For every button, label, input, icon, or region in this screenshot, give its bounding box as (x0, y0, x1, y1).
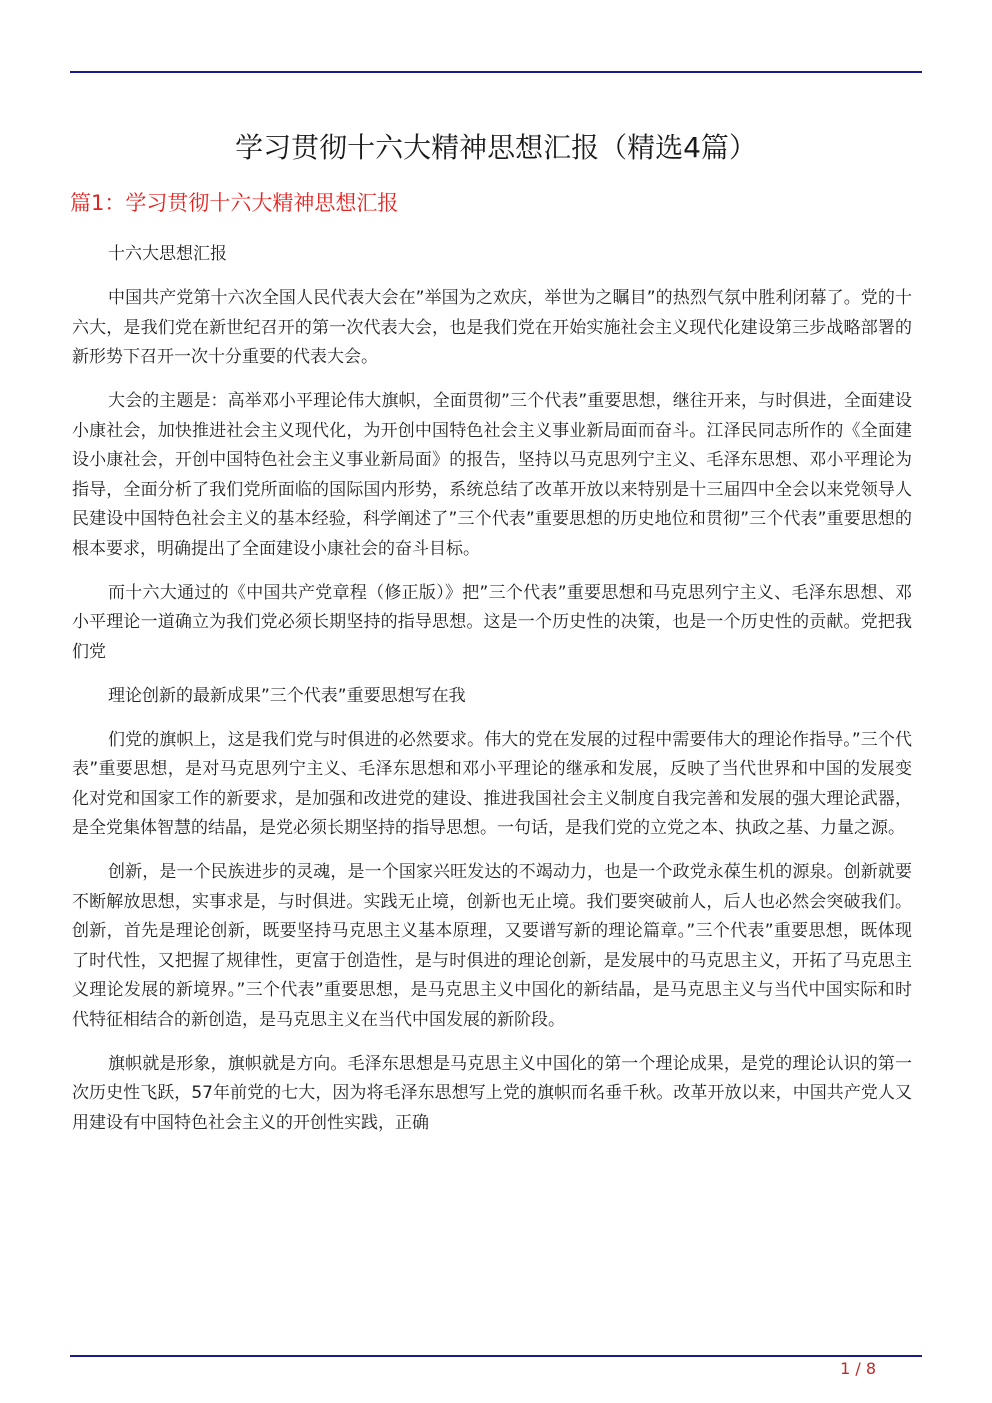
section-heading: 篇1：学习贯彻十六大精神思想汇报 (70, 191, 399, 215)
paragraph: 创新，是一个民族进步的灵魂，是一个国家兴旺发达的不竭动力，也是一个政党永葆生机的源泉。创新就要不断解放思想，实事求是，与时俱进。实践无止境，创新也无止境。我们要突破前人，后人也必然会突破我们。创新，首先是理论创新，既要坚持马克思主义基本原理，又要谱写新的理论篇章。”三个代表”重要思想，既体现了时代性，又把握了规律性，更富于创造性，是与时俱进的理论创新，是发展中的马克思主义，开拓了马克思主义理论发展的新境界。”三个代表”重要思想，是马克思主义中国化的新结晶，是马克思主义与当代中国实际和时代特征相结合的新创造，是马克思主义在当代中国发展的新阶段。 (72, 862, 912, 1030)
paragraph: 旗帜就是形象，旗帜就是方向。毛泽东思想是马克思主义中国化的第一个理论成果，是党的理论认识的第一次历史性飞跃，57年前党的七大，因为将毛泽东思想写上党的旗帜而名垂千秋。改革开放以来，中国共产党人又用建设有中国特色社会主义的开创性实践，正确 (72, 1053, 912, 1133)
paragraph: 而十六大通过的《中国共产党章程（修正版）》把”三个代表”重要思想和马克思列宁主义、毛泽东思想、邓小平理论一道确立为我们党必须长期坚持的指导思想。这是一个历史性的决策，也是一个历史性的贡献。党把我们党 (72, 582, 912, 662)
paragraph: 们党的旗帜上，这是我们党与时俱进的必然要求。伟大的党在发展的过程中需要伟大的理论作指导。”三个代表”重要思想，是对马克思列宁主义、毛泽东思想和邓小平理论的继承和发展，反映了当代世界和中国的发展变化对党和国家工作的新要求，是加强和改进党的建设、推进我国社会主义制度自我完善和发展的强大理论武器，是全党集体智慧的结晶，是党必须长期坚持的指导思想。一句话，是我们党的立党之本、执政之基、力量之源。 (72, 729, 912, 838)
paragraph: 大会的主题是：高举邓小平理论伟大旗帜，全面贯彻”三个代表”重要思想，继往开来，与时俱进，全面建设小康社会，加快推进社会主义现代化，为开创中国特色社会主义事业新局面而奋斗。江泽民同志所作的《全面建设小康社会，开创中国特色社会主义事业新局面》的报告，坚持以马克思列宁主义、毛泽东思想、邓小平理论为指导，全面分析了我们党所面临的国际国内形势，系统总结了改革开放以来特别是十三届四中全会以来党领导人民建设中国特色社会主义的基本经验，科学阐述了”三个代表”重要思想的历史地位和贯彻”三个代表”重要思想的根本要求，明确提出了全面建设小康社会的奋斗目标。 (72, 391, 912, 559)
paragraph: 十六大思想汇报 (108, 244, 227, 264)
header-rule (70, 71, 922, 73)
document-body (72, 240, 912, 1153)
paragraph: 理论创新的最新成果”三个代表”重要思想写在我 (108, 685, 466, 706)
document-title: 学习贯彻十六大精神思想汇报（精选4篇） (235, 131, 757, 164)
page-indicator: 1 / 8 (840, 1359, 876, 1378)
paragraph: 中国共产党第十六次全国人民代表大会在”举国为之欢庆，举世为之瞩目”的热烈气氛中胜利闭幕了。党的十六大，是我们党在新世纪召开的第一次代表大会，也是我们党在开始实施社会主义现代化建设第三步战略部署的新形势下召开一次十分重要的代表大会。 (72, 288, 912, 367)
footer-rule (70, 1355, 922, 1357)
